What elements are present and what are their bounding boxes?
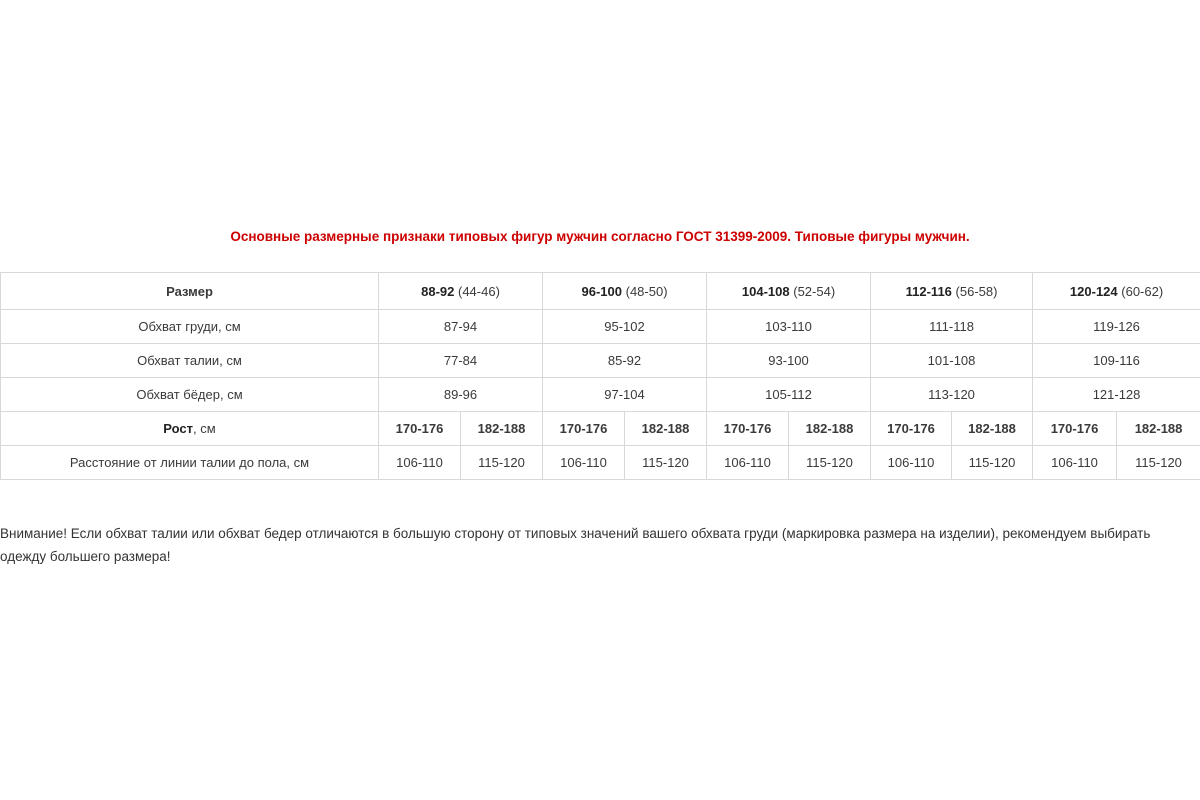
cell-chest-3: 103-110	[707, 310, 871, 344]
cell-hips-4: 113-120	[871, 378, 1033, 412]
cell-floor-6: 115-120	[789, 446, 871, 480]
cell-floor-10: 115-120	[1117, 446, 1200, 480]
header-col-1-size: 88-92	[421, 283, 455, 299]
cell-height-2: 182-188	[461, 412, 543, 446]
header-col-5	[1033, 273, 1200, 310]
row-label-height-bold: Рост	[163, 421, 194, 436]
header-col-2	[543, 273, 707, 310]
header-col-2-eu: (48-50)	[625, 283, 668, 299]
cell-height-10: 182-188	[1117, 412, 1200, 446]
cell-floor-5: 106-110	[707, 446, 789, 480]
cell-height-3: 170-176	[543, 412, 625, 446]
header-col-5-size: 120-124	[1069, 283, 1118, 299]
cell-height-6: 182-188	[789, 412, 871, 446]
header-col-4-eu: (56-58)	[955, 283, 998, 299]
cell-hips-1: 89-96	[379, 378, 543, 412]
cell-floor-3: 106-110	[543, 446, 625, 480]
cell-floor-4: 115-120	[625, 446, 707, 480]
table-row	[1, 344, 1200, 378]
header-col-4-size: 112-116	[905, 283, 952, 299]
cell-hips-3: 105-112	[707, 378, 871, 412]
cell-chest-2: 95-102	[543, 310, 707, 344]
row-label-hips: Обхват бёдер, см	[1, 378, 379, 412]
size-chart-table	[0, 272, 1200, 480]
cell-hips-5: 121-128	[1033, 378, 1200, 412]
cell-height-5: 170-176	[707, 412, 789, 446]
cell-height-4: 182-188	[625, 412, 707, 446]
table-row-height	[1, 412, 1200, 446]
row-label-height	[1, 412, 379, 446]
header-col-3	[707, 273, 871, 310]
cell-height-1: 170-176	[379, 412, 461, 446]
row-label-height-rest: , см	[193, 421, 216, 436]
cell-floor-1: 106-110	[379, 446, 461, 480]
header-col-3-size: 104-108	[741, 283, 790, 299]
cell-floor-9: 106-110	[1033, 446, 1117, 480]
cell-waist-5: 109-116	[1033, 344, 1200, 378]
table-row-floor	[1, 446, 1200, 480]
cell-hips-2: 97-104	[543, 378, 707, 412]
cell-chest-4: 111-118	[871, 310, 1033, 344]
cell-floor-8: 115-120	[952, 446, 1033, 480]
header-col-2-size: 96-100	[581, 283, 622, 299]
cell-height-8: 182-188	[952, 412, 1033, 446]
row-label-waist-to-floor: Расстояние от линии талии до пола, см	[1, 446, 379, 480]
cell-floor-2: 115-120	[461, 446, 543, 480]
cell-chest-1: 87-94	[379, 310, 543, 344]
table-header-row	[1, 273, 1200, 310]
cell-height-7: 170-176	[871, 412, 952, 446]
attention-note: Внимание! Если обхват талии или обхват бедер отличаются в большую сторону от типовых значений вашего обхвата груди (маркировка размера на изделии), рекомендуем выбирать одежду большего размера!	[0, 526, 1151, 564]
header-col-1	[379, 273, 543, 310]
cell-waist-4: 101-108	[871, 344, 1033, 378]
cell-waist-2: 85-92	[543, 344, 707, 378]
header-label-size: Размер	[1, 273, 379, 310]
page-title: Основные размерные признаки типовых фигур мужчин согласно ГОСТ 31399-2009. Типовые фигуры мужчин.	[230, 229, 970, 244]
header-col-1-eu: (44-46)	[457, 283, 500, 299]
cell-chest-5: 119-126	[1033, 310, 1200, 344]
table-row	[1, 378, 1200, 412]
cell-floor-7: 106-110	[871, 446, 952, 480]
cell-waist-1: 77-84	[379, 344, 543, 378]
header-col-5-eu: (60-62)	[1121, 283, 1164, 299]
cell-height-9: 170-176	[1033, 412, 1117, 446]
header-col-3-eu: (52-54)	[793, 283, 836, 299]
row-label-chest: Обхват груди, см	[1, 310, 379, 344]
header-col-4	[871, 273, 1033, 310]
row-label-waist: Обхват талии, см	[1, 344, 379, 378]
table-row	[1, 310, 1200, 344]
cell-waist-3: 93-100	[707, 344, 871, 378]
